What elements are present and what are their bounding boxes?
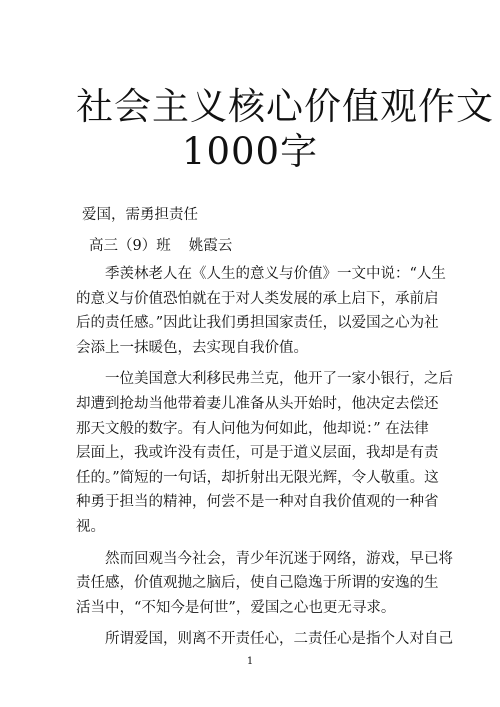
- paragraph-line: 季羡林老人在《人生的意义与价值》一文中说：“人生: [105, 266, 446, 282]
- paragraph-2: [76, 367, 453, 539]
- title-line-1: 社会主义核心价值观作文: [76, 85, 494, 128]
- paragraph-line: 那天文般的数字。有人问他为何如此，他却说：” 在法律: [76, 420, 429, 437]
- paragraph-line: 活当中，“不知今是何世”，爱国之心也更无寻求。: [76, 599, 396, 616]
- paragraph-line: 所谓爱国，则离不开责任心，二责任心是指个人对自己: [105, 631, 453, 648]
- paragraph-line: 种勇于担当的精神，何尝不是一种对自我价值观的一种省: [76, 494, 439, 511]
- paragraph-line: 的意义与价值恐怕就在于对人类发展的承上启下，承前启: [76, 290, 439, 307]
- document-subtitle: 爱国，需勇担责任: [82, 207, 198, 223]
- document-title: [76, 0, 494, 174]
- paragraph-line: 会添上一抹暖色，去实现自我价值。: [76, 339, 308, 356]
- paragraph-4: [76, 627, 453, 652]
- paragraph-3: [76, 547, 453, 621]
- page-number: 1: [246, 656, 254, 667]
- author-class: 高三（9）班: [89, 238, 171, 254]
- paragraph-line: 视。: [76, 518, 105, 535]
- title-line-2: 1000字: [181, 130, 319, 173]
- paragraph-1: [76, 262, 446, 360]
- author-line: [89, 236, 424, 256]
- paragraph-line: 任的。”简短的一句话，却折射出无限光辉，令人敬重。这: [76, 469, 439, 486]
- paragraph-line: 却遭到抢劫当他带着妻儿准备从头开始时，他决定去偿还: [76, 395, 439, 412]
- paragraph-line: 然而回观当今社会，青少年沉迷于网络，游戏，早已将: [105, 550, 453, 567]
- paragraph-line: 责任感，价值观抛之脑后，使自己隐逸于所谓的安逸的生: [76, 575, 439, 592]
- author-name: 姚霞云: [188, 238, 233, 254]
- paragraph-line: 一位美国意大利移民弗兰克，他开了一家小银行，之后: [105, 371, 453, 388]
- document-body: [76, 262, 453, 652]
- paragraph-line: 层面上，我或许没有责任，可是于道义层面，我却是有责: [76, 445, 439, 462]
- paragraph-line: 后的责任感。”因此让我们勇担国家责任，以爱国之心为社: [76, 315, 439, 332]
